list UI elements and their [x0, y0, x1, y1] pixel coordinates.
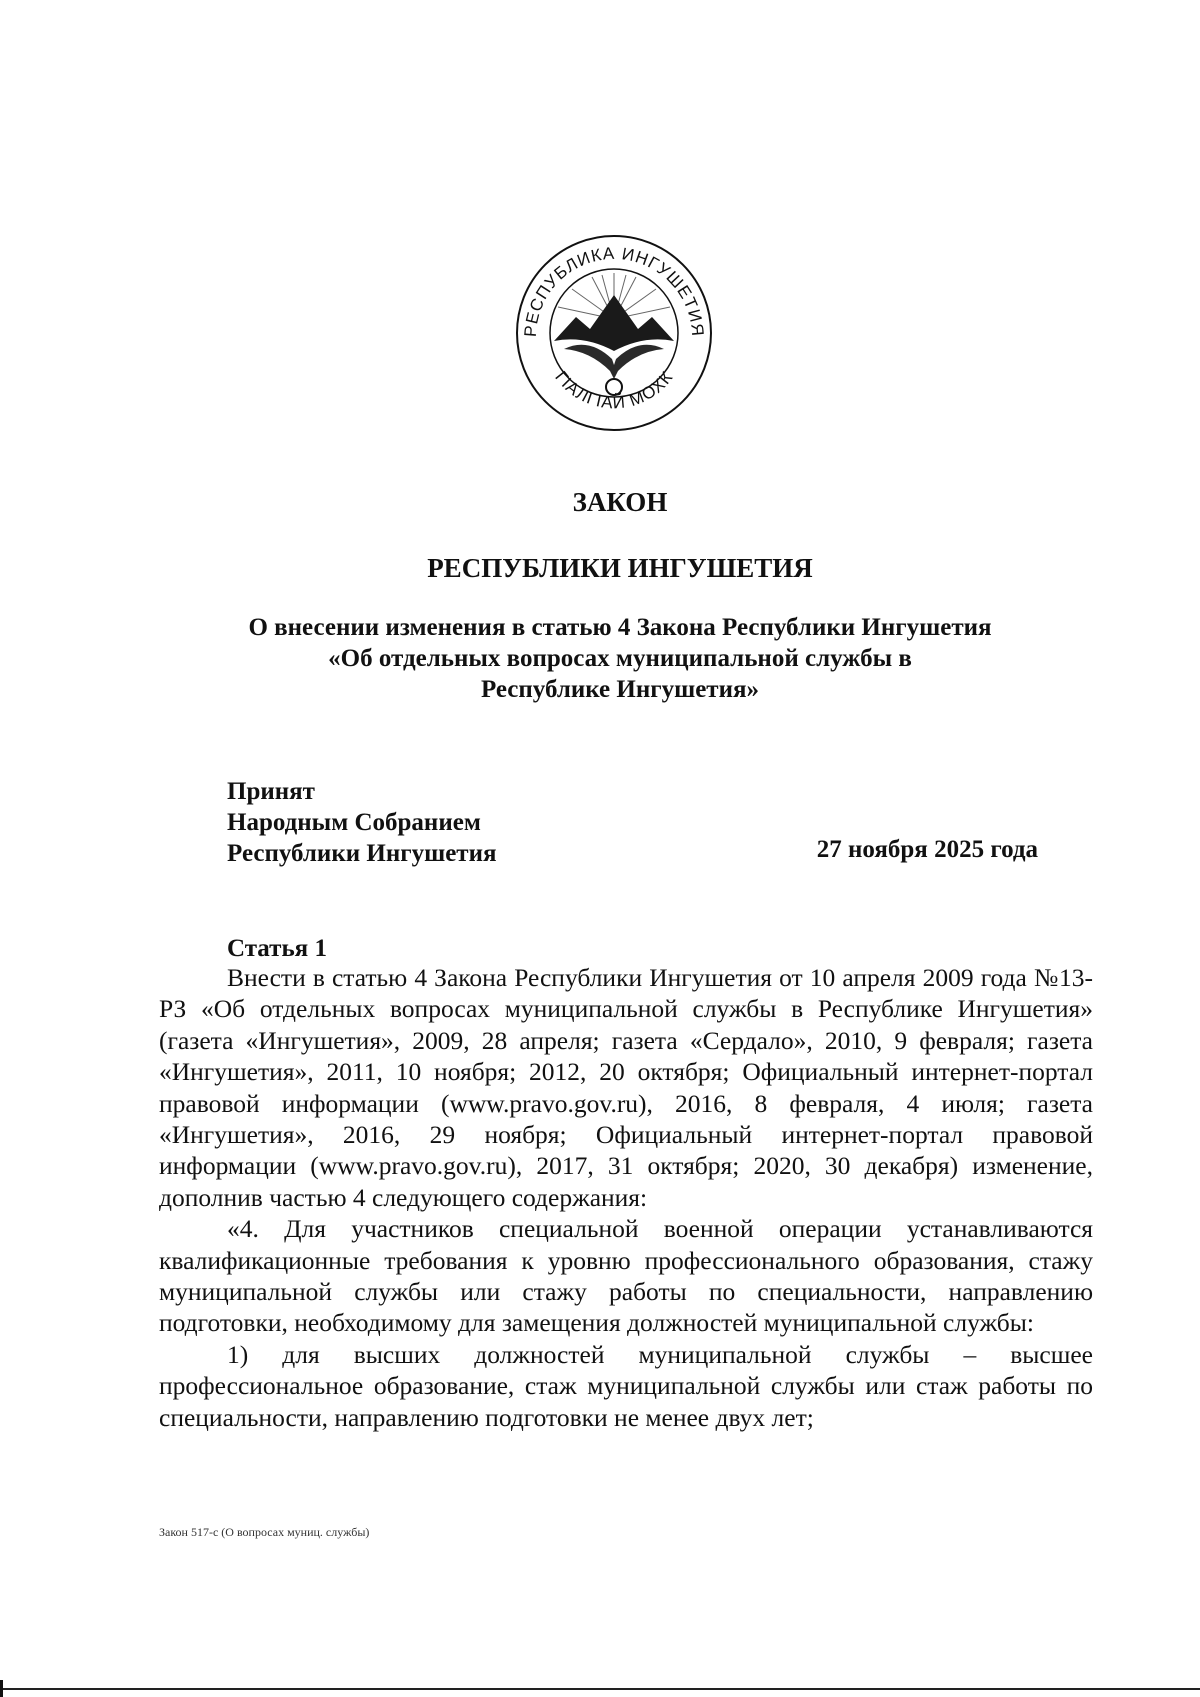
seal-text-bottom: ГIАЛГIАЙ МОХК [551, 367, 677, 413]
law-subject [0, 612, 1200, 705]
footer-note: Закон 517-с (О вопросах муниц. службы) [159, 1525, 370, 1539]
law-subject-line: Республике Ингушетия» [480, 676, 760, 703]
adoption-line: Республики Ингушетия [227, 840, 497, 867]
adoption-block [227, 776, 497, 869]
republic-name: РЕСПУБЛИКИ ИНГУШЕТИЯ [427, 553, 813, 583]
article-heading: Статья 1 [227, 935, 327, 962]
article-paragraph: «4. Для участников специальной военной операции устанавливаются квалификационные требования к уровню профессионального образования, стажу муниципальной службы или стажу работы по специальности, направлению подготовки, необходимому для замещения должностей муниципальной службы: [159, 1214, 1093, 1338]
law-subject-line: «Об отдельных вопросах муниципальной службы в [328, 645, 912, 672]
article-body [159, 962, 1093, 1433]
mountains-icon [554, 295, 674, 351]
adoption-line: Народным Собранием [227, 809, 481, 836]
scan-edge-mark [0, 1680, 3, 1697]
solar-sign-icon [606, 379, 622, 395]
seal-text-top: РЕСПУБЛИКА ИНГУШЕТИЯ [520, 243, 708, 338]
article-paragraph: 1) для высших должностей муниципальной службы – высшее профессиональное образование, стаж муниципальной службы или стаж работы по специальности, направлению подготовки не менее двух лет; [159, 1339, 1093, 1432]
scan-edge-line [0, 1688, 1200, 1690]
law-title: ЗАКОН [572, 487, 668, 517]
law-subject-line: О внесении изменения в статью 4 Закона Республики Ингушетия [248, 614, 992, 641]
article-paragraph: Внести в статью 4 Закона Республики Ингушетия от 10 апреля 2009 года №13-РЗ «Об отдельных вопросах муниципальной службы в Республике Ингушетия» (газета «Ингушетия», 2009, 28 апреля; газета «Сердало», 2010, 9 февраля; газета «Ингушетия», 2011, 10 ноября; 2012, 20 октября; Официальный интернет-портал правовой информации (www.pravo.gov.ru), 2016, 8 февраля, 4 июля; газета «Ингушетия», 2016, 29 ноября; Официальный интернет-портал правовой информации (www.pravo.gov.ru), 2017, 31 октября; 2020, 30 декабря) изменение, дополнив частью 4 следующего содержания: [159, 963, 1093, 1212]
adoption-date: 27 ноября 2025 года [816, 836, 1038, 863]
adoption-line: Принят [227, 778, 315, 805]
coat-of-arms-seal [514, 233, 714, 433]
